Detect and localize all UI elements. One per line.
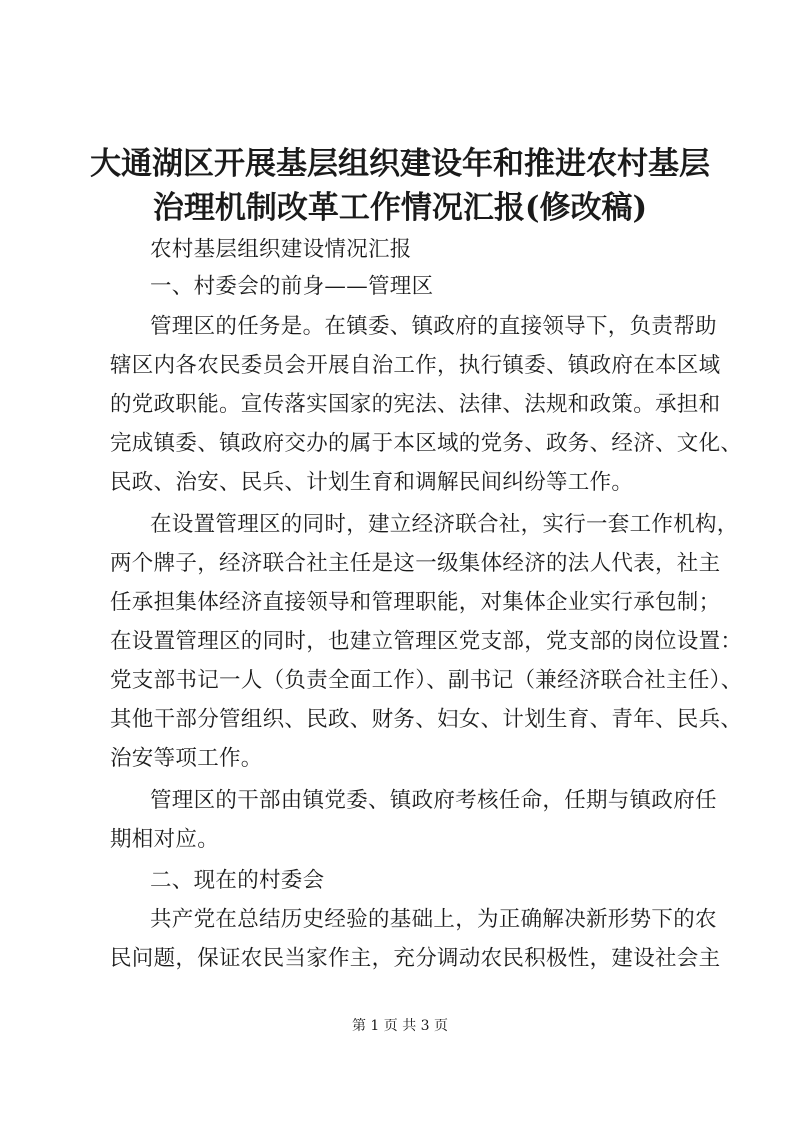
paragraph-line: 管理区的干部由镇党委、镇政府考核任命，任期与镇政府任 <box>150 788 717 813</box>
paragraph-line: 共产党在总结历史经验的基础上，为正确解决新形势下的农 <box>150 907 717 932</box>
document-title-line-1: 大通湖区开展基层组织建设年和推进农村基层 <box>90 146 710 182</box>
page-number-footer: 第 1 页 共 3 页 <box>351 1018 449 1034</box>
paragraph-line: 在设置管理区的同时，也建立管理区党支部，党支部的岗位设置： <box>110 629 743 654</box>
paragraph-line: 民问题，保证农民当家作主，充分调动农民积极性，建设社会主 <box>110 946 721 971</box>
paragraph-line: 其他干部分管组织、民政、财务、妇女、计划生育、青年、民兵、 <box>110 707 743 732</box>
paragraph-line: 两个牌子，经济联合社主任是这一级集体经济的法人代表，社主 <box>110 551 721 576</box>
paragraph-line: 在设置管理区的同时，建立经济联合社，实行一套工作机构， <box>150 512 739 537</box>
document-title-line-2: 治理机制改革工作情况汇报(修改稿) <box>152 190 648 226</box>
paragraph-line: 党支部书记一人（负责全面工作）、副书记（兼经济联合社主任）、 <box>110 668 743 693</box>
paragraph-line: 民政、治安、民兵、计划生育和调解民间纠纷等工作。 <box>110 470 634 495</box>
section-heading-1: 一、村委会的前身——管理区 <box>150 274 434 299</box>
paragraph-line: 的党政职能。宣传落实国家的宪法、法律、法规和政策。承担和 <box>110 392 721 417</box>
paragraph-line: 期相对应。 <box>110 827 220 852</box>
section-heading-2: 二、现在的村委会 <box>150 868 325 893</box>
paragraph-line: 管理区的任务是。在镇委、镇政府的直接领导下，负责帮助 <box>150 314 717 339</box>
paragraph-line: 任承担集体经济直接领导和管理职能，对集体企业实行承包制； <box>110 590 721 615</box>
paragraph-line: 治安等项工作。 <box>110 746 263 771</box>
section-subtitle: 农村基层组织建设情况汇报 <box>150 237 412 262</box>
paragraph-line: 辖区内各农民委员会开展自治工作，执行镇委、镇政府在本区域 <box>110 353 721 378</box>
paragraph-line: 完成镇委、镇政府交办的属于本区域的党务、政务、经济、文化、 <box>110 431 743 456</box>
